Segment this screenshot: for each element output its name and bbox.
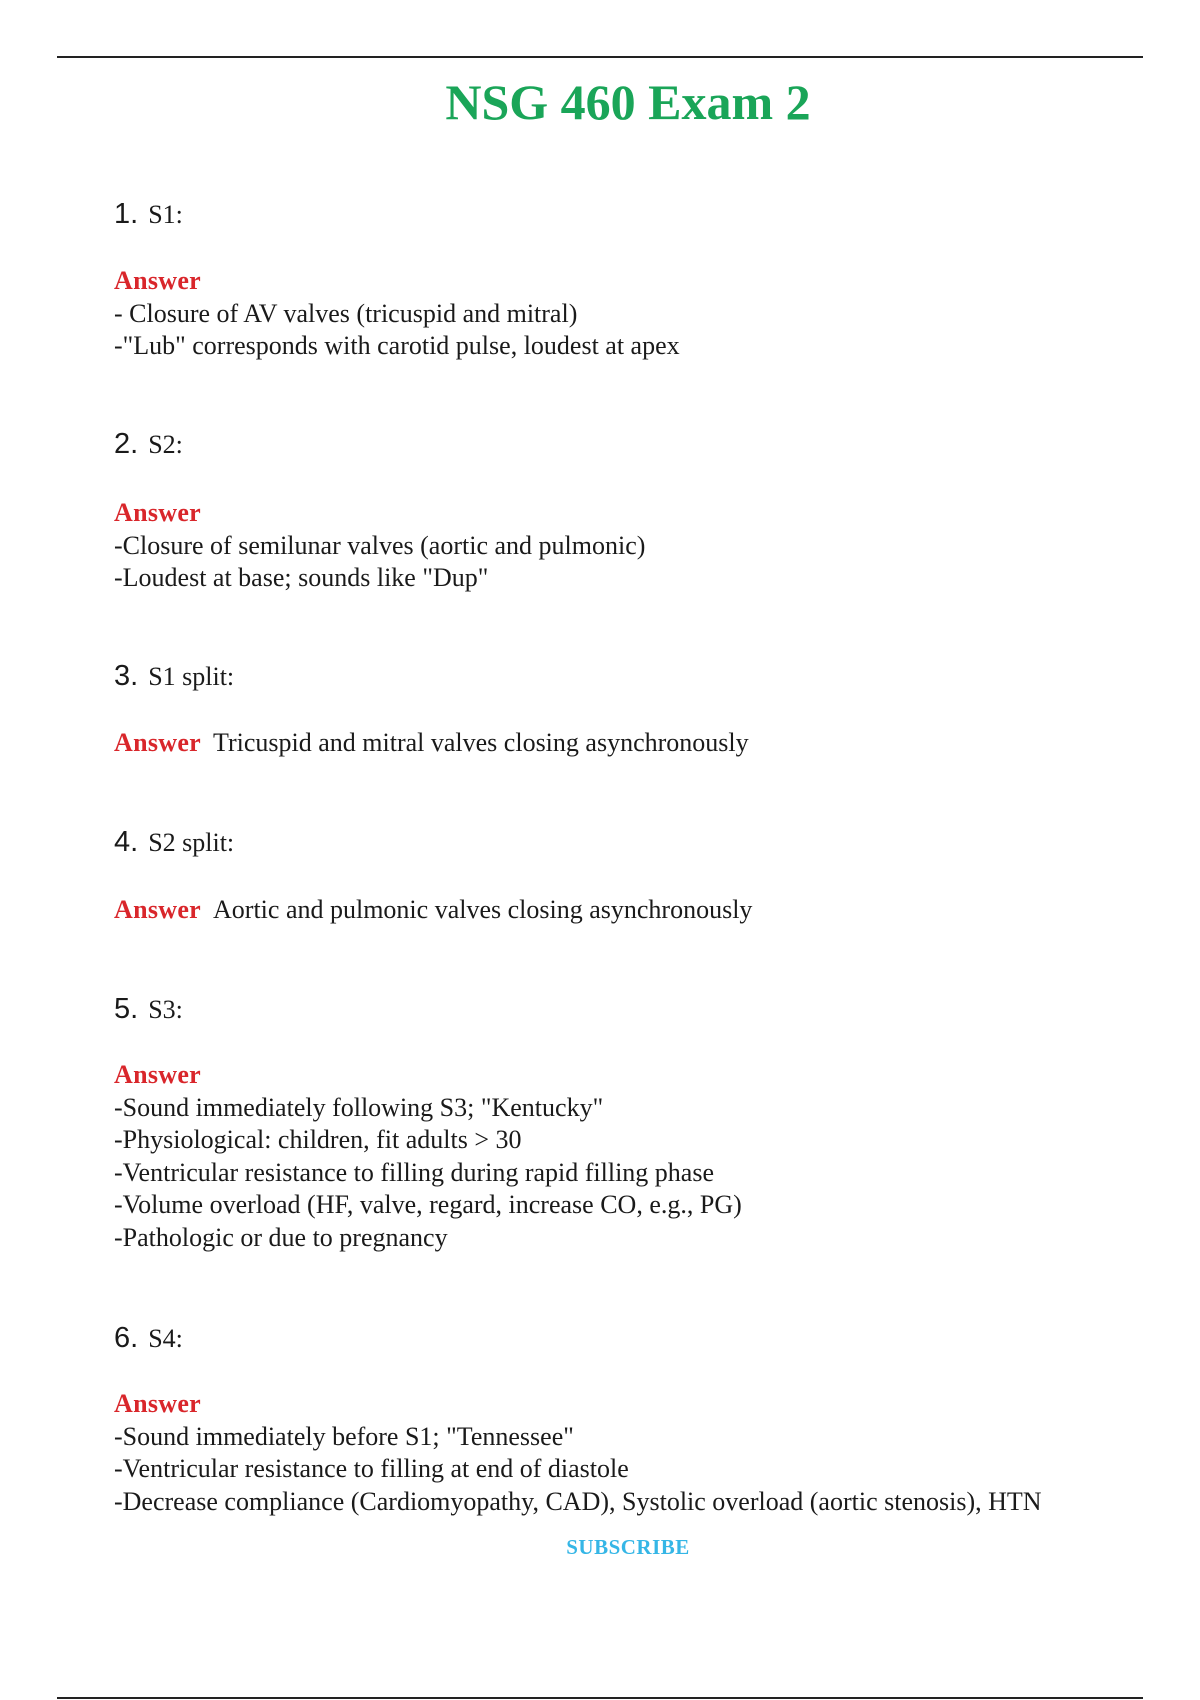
answer-4 xyxy=(114,894,752,927)
answer-line: -Decrease compliance (Cardiomyopathy, CAD), Systolic overload (aortic stenosis), HTN xyxy=(114,1486,1042,1516)
bottom-rule xyxy=(57,1697,1143,1699)
top-rule xyxy=(57,56,1143,58)
answer-line: -Ventricular resistance to filling at end of diastole xyxy=(114,1454,629,1483)
question-number: 6. xyxy=(114,1322,139,1354)
question-2 xyxy=(114,428,183,461)
question-6 xyxy=(114,1322,183,1355)
answer-line: - Closure of AV valves (tricuspid and mitral) xyxy=(114,298,578,328)
question-prompt: S3: xyxy=(148,995,183,1024)
question-1 xyxy=(114,198,183,231)
answer-3 xyxy=(114,727,749,760)
answer-label: Answer xyxy=(114,498,202,527)
answer-line: -Ventricular resistance to filling during rapid filling phase xyxy=(114,1157,714,1187)
question-number: 1. xyxy=(114,198,139,230)
question-prompt: S2: xyxy=(148,430,183,459)
answer-6 xyxy=(114,1388,1042,1518)
question-prompt: S2 split: xyxy=(148,828,235,857)
answer-label: Answer xyxy=(114,895,202,924)
answer-2 xyxy=(114,497,645,595)
answer-label: Answer xyxy=(114,1389,202,1418)
subscribe-link[interactable]: SUBSCRIBE xyxy=(566,1535,690,1559)
question-prompt: S1: xyxy=(148,200,183,229)
answer-line: -Sound immediately before S1; "Tennessee" xyxy=(114,1421,574,1451)
answer-line: -Sound immediately following S3; "Kentucky" xyxy=(114,1092,604,1122)
answer-label: Answer xyxy=(114,728,202,757)
question-prompt: S1 split: xyxy=(148,662,235,691)
answer-line: -Loudest at base; sounds like "Dup" xyxy=(114,563,489,592)
document-title: NSG 460 Exam 2 xyxy=(445,74,811,130)
answer-1 xyxy=(114,265,680,363)
answer-label: Answer xyxy=(114,266,202,295)
answer-5 xyxy=(114,1059,742,1254)
answer-line: -Closure of semilunar valves (aortic and pulmonic) xyxy=(114,530,646,560)
answer-text: Aortic and pulmonic valves closing asynchronously xyxy=(213,895,753,924)
question-number: 4. xyxy=(114,826,139,858)
answer-line: -Volume overload (HF, valve, regard, increase CO, e.g., PG) xyxy=(114,1190,742,1219)
answer-line: -Pathologic or due to pregnancy xyxy=(114,1222,448,1252)
question-number: 2. xyxy=(114,428,139,460)
question-5 xyxy=(114,993,183,1026)
question-number: 5. xyxy=(114,993,139,1025)
question-number: 3. xyxy=(114,660,139,692)
question-3 xyxy=(114,660,234,693)
answer-line: -"Lub" corresponds with carotid pulse, loudest at apex xyxy=(114,331,680,360)
answer-label: Answer xyxy=(114,1060,202,1089)
answer-text: Tricuspid and mitral valves closing asynchronously xyxy=(213,728,749,757)
question-4 xyxy=(114,826,234,859)
answer-line: -Physiological: children, fit adults > 30 xyxy=(114,1125,522,1154)
question-prompt: S4: xyxy=(148,1324,183,1353)
